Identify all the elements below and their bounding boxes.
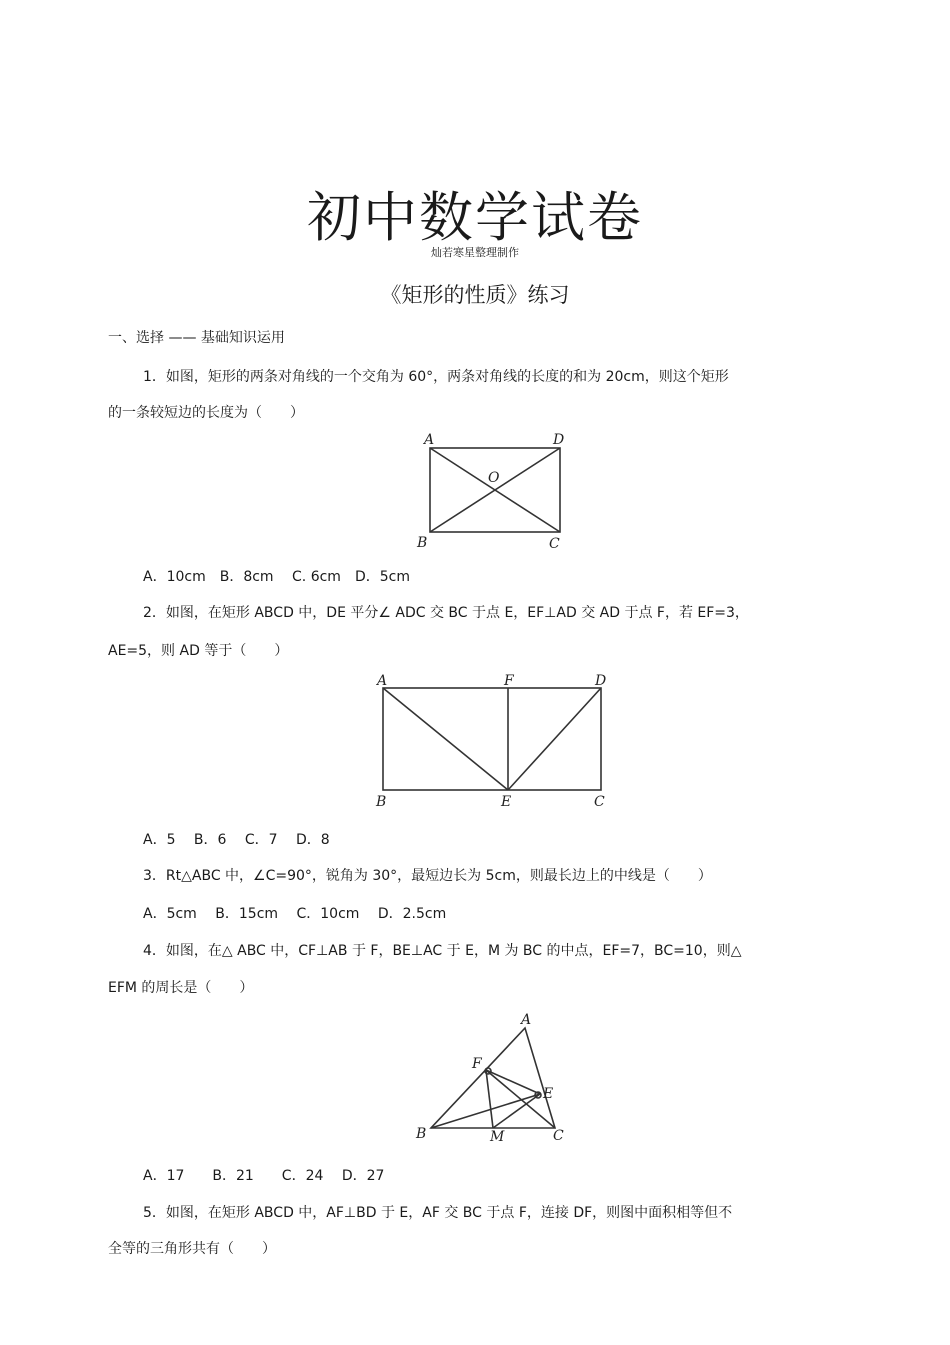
- q5-text-line1: 5．如图，在矩形 ABCD 中，AF⊥BD 于 E，AF 交 BC 于点 F，连接 DF，则图中面积相等但不: [143, 1205, 733, 1221]
- q4-segment-fm: [486, 1070, 493, 1128]
- q4-text-line2: EFM 的周长是（ ）: [108, 980, 254, 996]
- q2-label-d: D: [595, 673, 607, 689]
- q1-options: A．10cm B．8cm C. 6cm D．5cm: [143, 569, 410, 585]
- q2-text-line1: 2．如图，在矩形 ABCD 中，DE 平分∠ ADC 交 BC 于点 E，EF⊥AD 交 AD 于点 F，若 EF=3，: [143, 605, 749, 621]
- q2-label-a: A: [377, 673, 388, 689]
- q4-label-b: B: [416, 1126, 427, 1142]
- lesson-title: 《矩形的性质》练习: [380, 283, 570, 307]
- q2-label-c: C: [594, 794, 605, 810]
- page-subtitle: 灿若寒星整理制作: [431, 246, 519, 259]
- q4-segment-fe: [486, 1070, 540, 1094]
- q1-label-d: D: [553, 432, 565, 448]
- q2-text-line2: AE=5，则 AD 等于（ ）: [108, 643, 289, 659]
- q1-text-line2: 的一条较短边的长度为（ ）: [108, 405, 304, 421]
- q4-label-a: A: [521, 1012, 532, 1028]
- q2-options: A．5 B．6 C．7 D．8: [143, 832, 330, 848]
- page-title: 初中数学试卷: [307, 186, 643, 249]
- q1-label-b: B: [417, 535, 428, 551]
- q1-text-line1: 1．如图，矩形的两条对角线的一个交角为 60°，两条对角线的长度的和为 20cm，则这个矩形: [143, 369, 729, 385]
- q2-segment-ae: [383, 688, 508, 790]
- q2-figure: [370, 670, 620, 812]
- q1-label-a: A: [424, 432, 435, 448]
- q4-label-c: C: [553, 1128, 564, 1144]
- section-heading: 一、选择 —— 基础知识运用: [108, 330, 285, 346]
- q2-label-f: F: [504, 673, 514, 689]
- q4-segment-em: [493, 1094, 540, 1128]
- q2-label-b: B: [376, 794, 387, 810]
- q4-text-line1: 4．如图，在△ ABC 中，CF⊥AB 于 F，BE⊥AC 于 E，M 为 BC 的中点，EF=7，BC=10，则△: [143, 943, 742, 959]
- q1-label-o: O: [488, 470, 500, 486]
- q4-label-e: E: [543, 1086, 554, 1102]
- q1-figure: [410, 428, 580, 554]
- q2-rectangle: [383, 688, 601, 790]
- q1-label-c: C: [549, 536, 560, 552]
- q2-label-e: E: [501, 794, 512, 810]
- q3-text-line1: 3．Rt△ABC 中，∠C=90°，锐角为 30°，最短边长为 5cm，则最长边上的中线是（ ）: [143, 868, 712, 884]
- q4-figure: [410, 1008, 580, 1148]
- q2-segment-de: [508, 688, 601, 790]
- q4-options: A．17 B．21 C．24 D．27: [143, 1168, 385, 1184]
- q5-text-line2: 全等的三角形共有（ ）: [108, 1241, 276, 1257]
- q4-label-f: F: [472, 1056, 482, 1072]
- q4-label-m: M: [490, 1129, 505, 1145]
- q3-options: A．5cm B．15cm C．10cm D．2.5cm: [143, 906, 447, 922]
